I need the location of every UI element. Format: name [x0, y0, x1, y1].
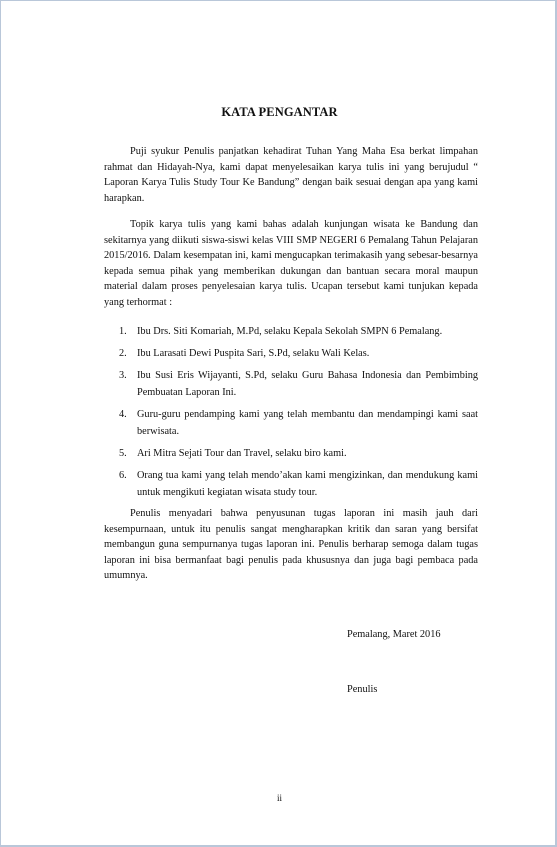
document-body	[104, 144, 478, 584]
list-item	[104, 445, 478, 462]
intro-paragraph: Puji syukur Penulis panjatkan kehadirat Tuhan Yang Maha Esa berkat limpahan rahmat dan Hidayah-Nya, kami dapat menyelesaikan karya tulis ini yang berujudul “ Laporan Karya Tulis Study Tour Ke Bandung” dengan baik sesuai dengan apa yang kami harapkan.	[104, 146, 478, 204]
list-item	[104, 345, 478, 362]
list-item-text: Guru-guru pendamping kami yang telah membantu dan mendampingi kami saat berwisata.	[137, 409, 478, 437]
page-number: ii	[276, 793, 282, 803]
list-item-text: Ibu Susi Eris Wijayanti, S.Pd, selaku Guru Bahasa Indonesia dan Pembimbing Pembuatan Laporan Ini.	[137, 370, 478, 398]
list-item-text: Ibu Drs. Siti Komariah, M.Pd, selaku Kepala Sekolah SMPN 6 Pemalang.	[137, 326, 443, 337]
list-item-number: 6.	[119, 470, 127, 481]
list-item-text: Ari Mitra Sejati Tour dan Travel, selaku biro kami.	[137, 448, 347, 459]
topic-paragraph: Topik karya tulis yang kami bahas adalah kunjungan wisata ke Bandung dan sekitarnya yang diikuti siswa-siswi kelas VIII SMP NEGERI 6 Pemalang Tahun Pelajaran 2015/2016. Dalam kesempatan ini, kami mengucapkan terimakasih yang sebesar-besarnya kepada semua pihak yang memberikan dukungan dan bantuan secara moral maupun material dalam proses penyelesaian karya tulis. Ucapan tersebut kami tunjukan kepada yang terhormat :	[104, 219, 478, 308]
list-item-text: Orang tua kami yang telah mendo’akan kami mengizinkan, dan mendukung kami untuk mengikuti kegiatan wisata study tour.	[137, 470, 478, 498]
list-item-number: 3.	[119, 370, 127, 381]
list-item	[104, 367, 478, 401]
list-item-number: 2.	[119, 348, 127, 359]
list-item-number: 5.	[119, 448, 127, 459]
list-item-text: Ibu Larasati Dewi Puspita Sari, S.Pd, selaku Wali Kelas.	[137, 348, 370, 359]
list-item	[104, 467, 478, 501]
signature-place-date: Pemalang, Maret 2016	[347, 629, 441, 640]
list-item	[104, 406, 478, 440]
list-item-number: 1.	[119, 326, 127, 337]
closing-paragraph: Penulis menyadari bahwa penyusunan tugas laporan ini masih jauh dari kesempurnaan, untuk itu penulis sangat mengharapkan kritik dan saran yang bersifat membangun guna sempurnanya tugas laporan ini. Penulis berharap semoga dalam tugas laporan ini bisa bermanfaat bagi penulis pada khususnya dan juga bagi pembaca pada umumnya.	[104, 508, 478, 581]
page-title: KATA PENGANTAR	[221, 105, 338, 119]
list-item-number: 4.	[119, 409, 127, 420]
list-item	[104, 323, 478, 340]
thanks-list	[104, 323, 478, 501]
signature-author: Penulis	[347, 684, 378, 695]
